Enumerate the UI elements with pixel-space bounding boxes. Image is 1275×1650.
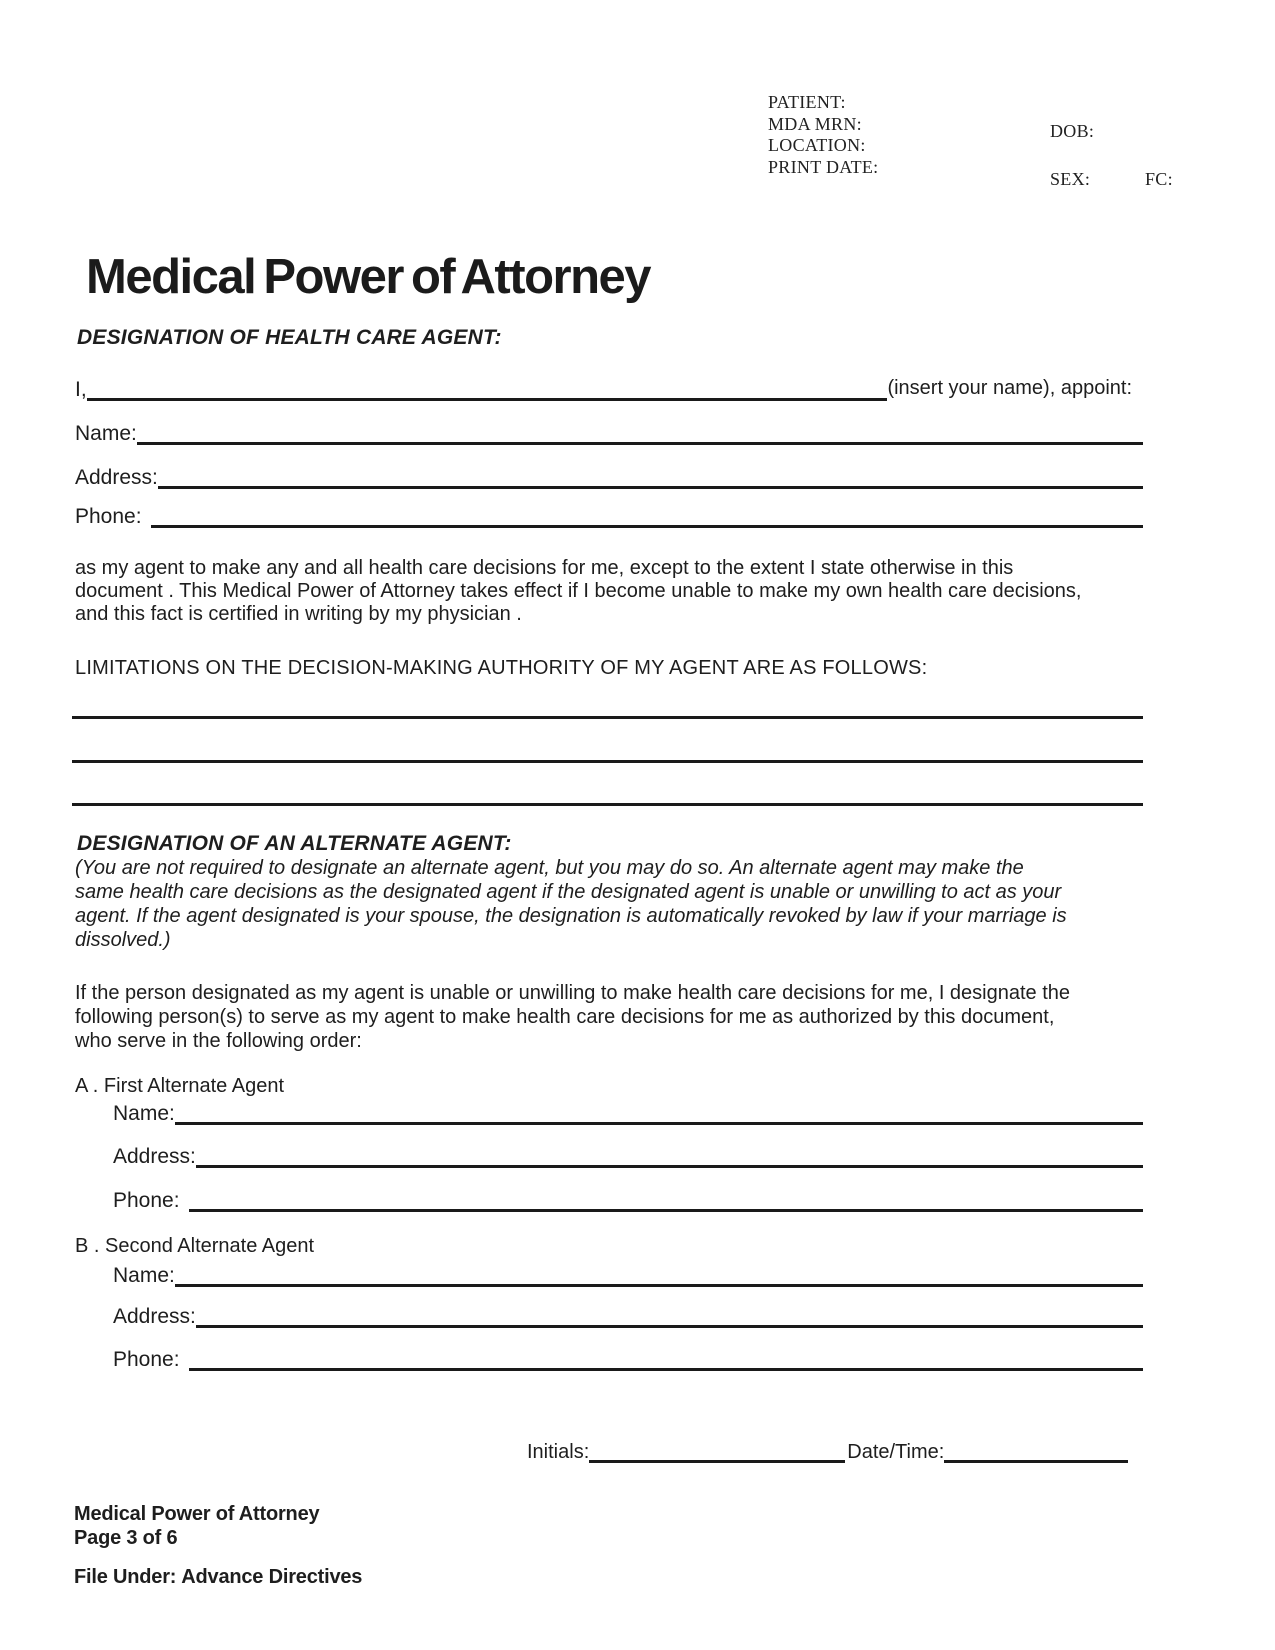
appoint-prefix: I, [75, 378, 87, 401]
patient-label: PATIENT: [768, 92, 846, 112]
limitations-blank-line[interactable] [72, 716, 1143, 719]
appoint-suffix: (insert your name), appoint: [887, 377, 1132, 399]
file-under-label: File Under: [74, 1566, 177, 1588]
note-line: same health care decisions as the designated agent if the designated agent is unable or unwilling to act as your [75, 881, 1062, 903]
agent-address-row [75, 462, 1143, 489]
second-alternate-phone-label: Phone: [113, 1348, 180, 1371]
agent-address-label: Address: [75, 466, 158, 489]
second-alternate-address-blank[interactable] [196, 1298, 1143, 1328]
footer-doc-title: Medical Power of Attorney [74, 1503, 320, 1525]
paragraph-line: who serve in the following order: [75, 1030, 362, 1052]
patient-info-block [768, 92, 878, 178]
first-alternate-heading: A . First Alternate Agent [75, 1075, 285, 1097]
location-label: LOCATION: [768, 135, 866, 155]
file-under-line [74, 1566, 367, 1589]
second-alternate-address-label: Address: [113, 1305, 196, 1328]
note-line: (You are not required to designate an alternate agent, but you may do so. An alternate agent may make the [75, 857, 1024, 879]
agent-address-blank[interactable] [158, 459, 1143, 489]
agent-phone-blank[interactable] [151, 498, 1143, 528]
health-care-agent-heading: DESIGNATION OF HEALTH CARE AGENT: [77, 326, 502, 349]
initials-blank[interactable] [589, 1434, 845, 1463]
limitations-blank-line[interactable] [72, 760, 1143, 763]
paragraph-line: document . This Medical Power of Attorney takes effect if I become unable to make my own health care decisions, [75, 580, 1082, 602]
first-alternate-name-blank[interactable] [175, 1095, 1143, 1125]
fc-label: FC: [1145, 169, 1173, 189]
first-alternate-phone-label: Phone: [113, 1189, 180, 1212]
limitations-heading: LIMITATIONS ON THE DECISION-MAKING AUTHORITY OF MY AGENT ARE AS FOLLOWS: [75, 657, 928, 679]
first-alternate-address-blank[interactable] [196, 1138, 1143, 1168]
first-alternate-phone-blank[interactable] [189, 1182, 1143, 1212]
alternate-agent-note [75, 856, 1067, 952]
initials-label: Initials: [527, 1441, 590, 1463]
second-alternate-name-row [113, 1260, 1143, 1287]
file-under-value: Advance Directives [181, 1566, 363, 1588]
note-line: dissolved.) [75, 929, 171, 951]
paragraph-line: as my agent to make any and all health care decisions for me, except to the extent I state otherwise in this [75, 557, 1014, 579]
paragraph-line: following person(s) to serve as my agent to make health care decisions for me as authorized by this document, [75, 1006, 1055, 1028]
mrn-label: MDA MRN: [768, 113, 862, 134]
alternate-intro-paragraph [75, 981, 1070, 1053]
first-alternate-phone-row [113, 1185, 1143, 1212]
first-alternate-address-row [113, 1141, 1143, 1168]
agent-phone-row [75, 501, 1143, 528]
dob-label: DOB: [1050, 121, 1095, 141]
paragraph-line: and this fact is certified in writing by my physician . [75, 603, 522, 625]
first-alternate-name-row [113, 1098, 1143, 1125]
second-alternate-phone-blank[interactable] [189, 1341, 1143, 1371]
note-line: agent. If the agent designated is your spouse, the designation is automatically revoked by law if your marriage is [75, 905, 1067, 927]
limitations-blank-line[interactable] [72, 803, 1143, 806]
signature-row [527, 1437, 1128, 1463]
footer-block [74, 1502, 319, 1550]
second-alternate-address-row [113, 1301, 1143, 1328]
agent-authority-paragraph [75, 557, 1081, 626]
second-alternate-name-label: Name: [113, 1264, 175, 1287]
second-alternate-name-blank[interactable] [175, 1257, 1143, 1287]
principal-name-blank[interactable] [87, 371, 888, 401]
agent-phone-label: Phone: [75, 505, 142, 528]
first-alternate-name-label: Name: [113, 1102, 175, 1125]
agent-name-blank[interactable] [137, 415, 1143, 445]
first-alternate-address-label: Address: [113, 1145, 196, 1168]
sex-label: SEX: [1050, 169, 1091, 189]
alternate-agent-heading: DESIGNATION OF AN ALTERNATE AGENT: [77, 832, 512, 855]
appoint-row [75, 374, 1132, 401]
print-date-label: PRINT DATE: [768, 156, 879, 177]
datetime-label: Date/Time: [847, 1441, 945, 1463]
paragraph-line: If the person designated as my agent is unable or unwilling to make health care decisions for me, I designate the [75, 982, 1071, 1004]
second-alternate-heading: B . Second Alternate Agent [75, 1235, 315, 1257]
footer-page-info: Page 3 of 6 [74, 1527, 178, 1549]
page-title: Medical Power of Attorney [86, 250, 651, 304]
agent-name-row [75, 418, 1143, 445]
agent-name-label: Name: [75, 422, 137, 445]
datetime-blank[interactable] [944, 1434, 1128, 1463]
second-alternate-phone-row [113, 1344, 1143, 1371]
